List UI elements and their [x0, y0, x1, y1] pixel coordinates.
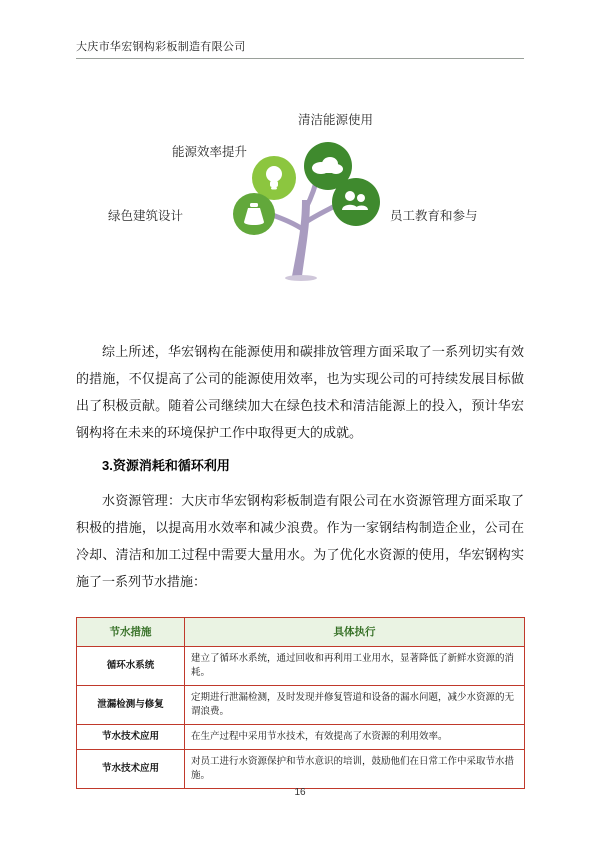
table-row: [77, 686, 525, 725]
page-header: 大庆市华宏钢构彩板制造有限公司: [76, 41, 246, 53]
section-heading-3: 3.资源消耗和循环利用: [102, 458, 230, 473]
label-staff-education: 员工教育和参与: [390, 209, 478, 223]
table-row: [77, 647, 525, 686]
label-clean-energy: 清洁能源使用: [298, 113, 374, 127]
table-cell-execution: 对员工进行水资源保护和节水意识的培训，鼓励他们在日常工作中采取节水措施。: [185, 750, 525, 789]
table-row: [77, 750, 525, 789]
water-saving-measures-table: [76, 617, 525, 789]
leaf-staff-education: [332, 178, 380, 226]
tree-illustration: [76, 96, 524, 304]
paragraph-water-management: 水资源管理：大庆市华宏钢构彩板制造有限公司在水资源管理方面采取了积极的措施，以提高用水效率和减少浪费。作为一家钢结构制造企业，公司在冷却、清洁和加工过程中需要大量用水。为了优化水资源的使用，华宏钢构实施了一系列节水措施：: [76, 493, 524, 589]
table-cell-measure: 节水技术应用: [77, 725, 185, 750]
table-cell-measure: 泄漏检测与修复: [77, 686, 185, 725]
table-cell-execution: 建立了循环水系统，通过回收和再利用工业用水，显著降低了新鲜水资源的消耗。: [185, 647, 525, 686]
table-row: [77, 725, 525, 750]
table-cell-measure: 循环水系统: [77, 647, 185, 686]
label-energy-efficiency: 能源效率提升: [172, 145, 248, 159]
branch-left-icon: [270, 214, 304, 230]
table-header-row: [77, 618, 525, 647]
table-cell-measure: 节水技术应用: [77, 750, 185, 789]
table-header-measure: 节水措施: [77, 618, 185, 647]
label-green-building: 绿色建筑设计: [108, 209, 184, 223]
table-cell-execution: 在生产过程中采用节水技术，有效提高了水资源的利用效率。: [185, 725, 525, 750]
tree-graphic: [206, 126, 406, 296]
table-header-execution: 具体执行: [185, 618, 525, 647]
table-cell-execution: 定期进行泄漏检测，及时发现并修复管道和设备的漏水问题，减少水资源的无谓浪费。: [185, 686, 525, 725]
tree-trunk-icon: [292, 200, 310, 276]
paragraph-summary: 综上所述，华宏钢构在能源使用和碳排放管理方面采取了一系列切实有效的措施，不仅提高了公司的能源使用效率，也为实现公司的可持续发展目标做出了积极贡献。随着公司继续加大在绿色技术和清洁能源上的投入，预计华宏钢构将在未来的环境保护工作中取得更大的成就。: [76, 344, 524, 440]
header-divider: [76, 58, 524, 59]
page-number: 16: [294, 787, 306, 798]
